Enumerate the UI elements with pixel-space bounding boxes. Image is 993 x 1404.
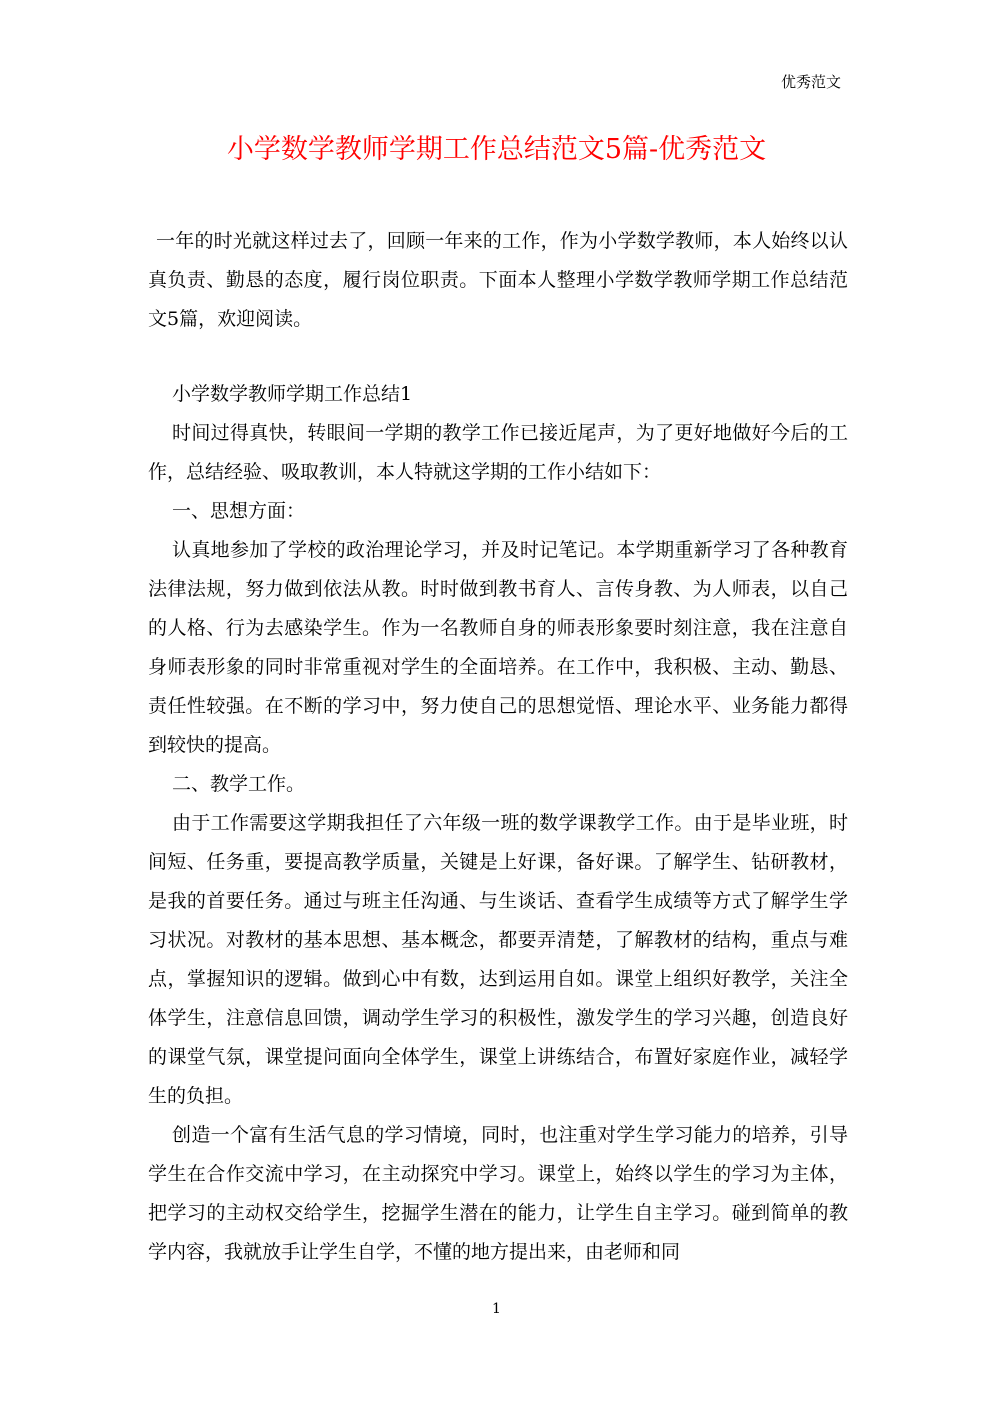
section-title: 小学数学教师学期工作总结1: [172, 383, 413, 405]
header-label: 优秀范文: [780, 73, 841, 91]
paragraph-1: 时间过得真快，转眼间一学期的教学工作已接近尾声，为了更好地做好今后的工作，总结经验、吸取教训，本人特就这学期的工作小结如下：: [148, 422, 848, 483]
intro-paragraph: 一年的时光就这样过去了，回顾一年来的工作，作为小学数学教师，本人始终以认真负责、勤恳的态度，履行岗位职责。下面本人整理小学数学教师学期工作总结范文5篇，欢迎阅读。: [148, 230, 848, 330]
paragraph-teaching: 由于工作需要这学期我担任了六年级一班的数学课教学工作。由于是毕业班，时间短、任务重，要提高教学质量，关键是上好课，备好课。了解学生、钻研教材，是我的首要任务。通过与班主任沟通、与生谈话、查看学生成绩等方式了解学生学习状况。对教材的基本思想、基本概念，都要弄清楚，了解教材的结构，重点与难点，掌握知识的逻辑。做到心中有数，达到运用自如。课堂上组织好教学，关注全体学生，注意信息回馈，调动学生学习的积极性，激发学生的学习兴趣，创造良好的课堂气氛，课堂提问面向全体学生，课堂上讲练结合，布置好家庭作业，减轻学生的负担。: [148, 812, 848, 1107]
heading-thought: 一、思想方面：: [172, 500, 306, 522]
heading-teaching: 二、教学工作。: [172, 773, 306, 795]
page-number: 1: [492, 1301, 501, 1317]
document-title: 小学数学教师学期工作总结范文5篇-优秀范文: [226, 134, 767, 165]
document-body: [148, 375, 848, 1272]
paragraph-learning-situation: 创造一个富有生活气息的学习情境，同时，也注重对学生学习能力的培养，引导学生在合作交流中学习，在主动探究中学习。课堂上，始终以学生的学习为主体，把学习的主动权交给学生，挖掘学生潜在的能力，让学生自主学习。碰到简单的教学内容，我就放手让学生自学，不懂的地方提出来，由老师和同: [148, 1124, 848, 1263]
paragraph-thought: 认真地参加了学校的政治理论学习，并及时记笔记。本学期重新学习了各种教育法律法规，努力做到依法从教。时时做到教书育人、言传身教、为人师表，以自己的人格、行为去感染学生。作为一名教师自身的师表形象要时刻注意，我在注意自身师表形象的同时非常重视对学生的全面培养。在工作中，我积极、主动、勤恳、责任性较强。在不断的学习中，努力使自己的思想觉悟、理论水平、业务能力都得到较快的提高。: [148, 539, 848, 756]
